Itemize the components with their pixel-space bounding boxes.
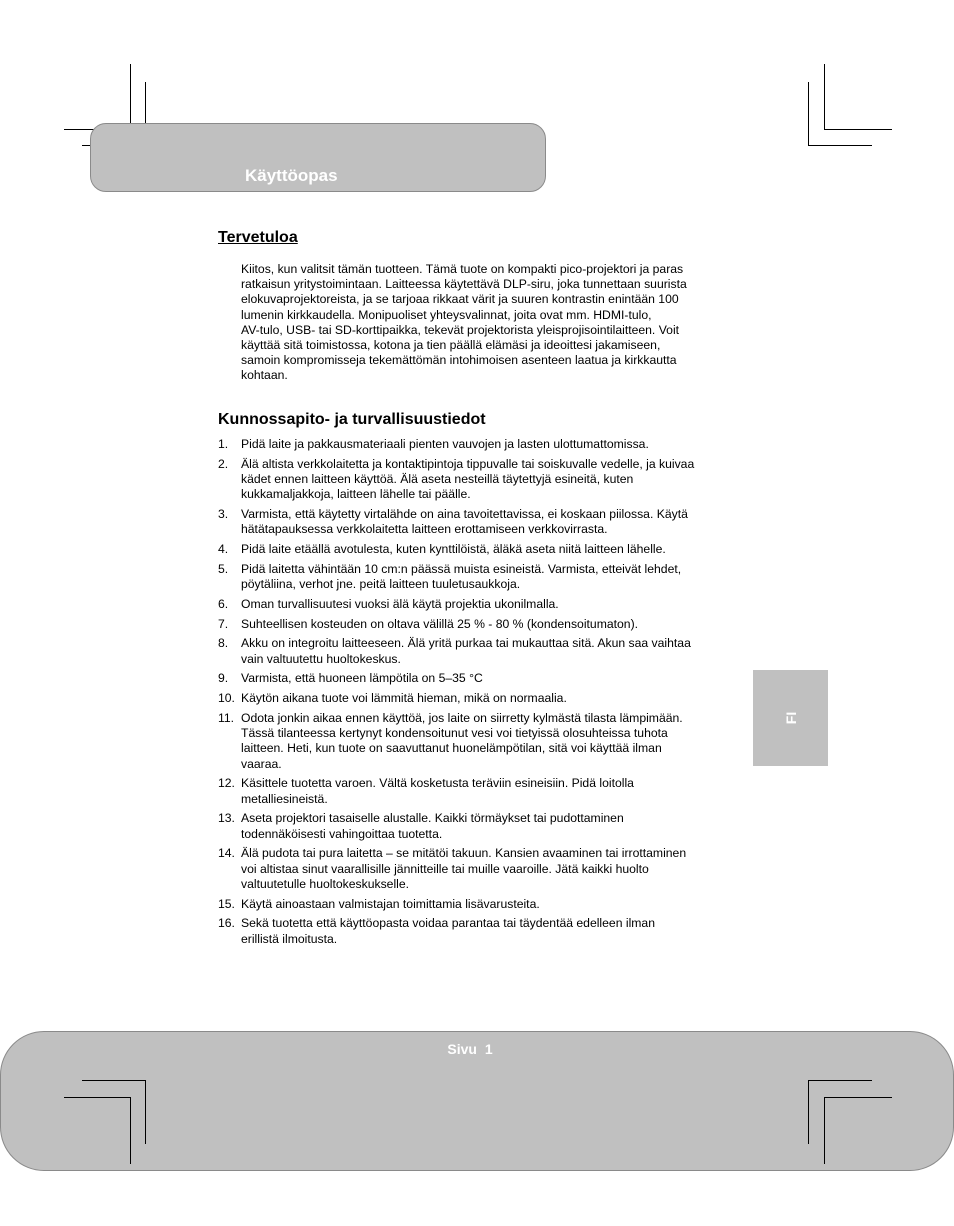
crop-mark [145, 1080, 146, 1144]
crop-mark [64, 1097, 130, 1098]
list-item-number: 16. [218, 916, 235, 931]
welcome-heading: Tervetuloa [218, 229, 298, 246]
list-item-line: Suhteellisen kosteuden on oltava välillä 25 % - 80 % (kondensoitumaton). [241, 616, 639, 631]
crop-mark [82, 1080, 146, 1081]
language-tab-label: FI [782, 711, 799, 725]
list-item-text [241, 916, 655, 946]
list-item [218, 811, 742, 841]
list-item [218, 916, 742, 946]
list-item [218, 671, 742, 686]
crop-mark [824, 64, 825, 130]
list-item-number: 2. [218, 456, 229, 471]
crop-mark [824, 129, 892, 130]
list-item-text [241, 711, 683, 772]
list-item-line: todennäköisesti vahingoittaa tuotetta. [241, 826, 443, 841]
crop-mark [808, 1080, 809, 1144]
paragraph-line: AV-tulo, USB- tai SD-korttipaikka, tekevät projektorista yleisprojisointilaitteen. Voit [241, 322, 680, 337]
list-item-line: pöytäliina, verhot jne. peitä laitteen tuuletusaukkoja. [241, 577, 521, 591]
list-item [218, 691, 742, 706]
list-item [218, 542, 742, 557]
list-item [218, 437, 742, 452]
list-item-number: 5. [218, 561, 229, 576]
list-item-text [241, 507, 688, 537]
list-item-number: 12. [218, 776, 235, 791]
list-item-line: Oman turvallisuutesi vuoksi älä käytä projektia ukonilmalla. [241, 596, 559, 611]
list-item-line: Varmista, että käytetty virtalähde on aina tavoitettavissa, ei koskaan piilossa. Käytä [241, 507, 688, 521]
paragraph-line: Kiitos, kun valitsit tämän tuotteen. Tämä tuote on kompakti pico-projektori ja paras [241, 262, 684, 276]
list-item-text [241, 897, 540, 912]
list-item-text [241, 597, 559, 612]
list-item-line: vain valtuutettu huoltokeskus. [241, 651, 401, 666]
list-item-number: 8. [218, 636, 229, 651]
list-item-line: erillistä ilmoitusta. [241, 931, 338, 946]
list-item-line: Akku on integroitu laitteeseen. Älä yritä purkaa tai mukauttaa sitä. Akun saa vaihtaa [241, 636, 691, 651]
list-item-number: 4. [218, 542, 229, 556]
crop-mark [824, 1097, 892, 1098]
list-item [218, 617, 742, 632]
crop-mark [808, 145, 872, 146]
list-item-line: Pidä laitetta vähintään 10 cm:n päässä muista esineistä. Varmista, etteivät lehdet, [241, 561, 682, 576]
list-item [218, 776, 742, 806]
page-number: Sivu 1 [447, 1041, 493, 1057]
list-item-number: 13. [218, 811, 235, 826]
list-item-number: 11. [218, 710, 235, 725]
list-item-line: Käytä ainoastaan valmistajan toimittamia lisävarusteita. [241, 896, 540, 911]
list-item-line: Varmista, että huoneen lämpötila on 5–35 °C [241, 671, 483, 686]
crop-mark [130, 1097, 131, 1164]
list-item-line: Käsittele tuotetta varoen. Vältä kosketusta teräviin esineisiin. Pidä loitolla [241, 776, 634, 791]
list-item-line: valtuutetulle huoltokeskukselle. [241, 876, 410, 891]
paragraph-line: käyttää sitä toimistossa, kotona ja tien päällä elämäsi ja ideoittesi jakamiseen, [241, 338, 661, 353]
list-item [218, 636, 742, 666]
header-title: Käyttöopas [245, 166, 338, 185]
list-item-text [241, 437, 649, 452]
list-item-text [241, 811, 624, 841]
list-item-line: Aseta projektori tasaiselle alustalle. Kaikki törmäykset tai pudottaminen [241, 811, 624, 826]
list-item-line: Odota jonkin aikaa ennen käyttöä, jos laite on siirretty kylmästä tilasta lämpimään. [241, 710, 683, 725]
list-item-line: vaaraa. [241, 756, 282, 771]
crop-mark [808, 1080, 872, 1081]
list-item-line: kukkamaljakkoja, laitteen lähelle tai päälle. [241, 487, 471, 502]
crop-mark [808, 82, 809, 146]
language-tab [753, 670, 828, 766]
list-item [218, 507, 742, 537]
paragraph-line: lumenin kirkkaudella. Monipuoliset yhteysvalinnat, joita ovat mm. HDMI-tulo, [241, 307, 652, 322]
list-item-line: metalliesineistä. [241, 791, 328, 806]
list-item-text [241, 671, 483, 686]
paragraph-line: samoin kompromisseja tekemättömän intohimoisen asenteen laatua ja kirkkautta [241, 353, 677, 368]
paragraph-line: kohtaan. [241, 368, 288, 383]
list-item-text [241, 457, 694, 503]
crop-mark [824, 1097, 825, 1164]
list-item-number: 9. [218, 671, 229, 686]
list-item-number: 10. [218, 691, 235, 706]
safety-list [218, 437, 742, 951]
list-item [218, 457, 742, 503]
list-item-line: Sekä tuotetta että käyttöopasta voidaa parantaa tai täydentää edelleen ilman [241, 916, 655, 931]
list-item-text [241, 846, 686, 892]
paragraph-line: ratkaisun yritystoimintaan. Laitteessa käytettävä DLP-siru, joka tunnettaan suurista [241, 277, 687, 292]
list-item-line: laitteen. Heti, kun tuote on saavuttanut huonelämpötilan, sitä voi käyttää ilman [241, 741, 662, 756]
list-item-number: 7. [218, 616, 229, 631]
list-item [218, 562, 742, 592]
list-item [218, 597, 742, 612]
list-item-text [241, 617, 638, 632]
list-item-line: kädet ennen laitteen käyttöä. Älä aseta nesteillä täytettyjä esineitä, kuten [241, 472, 634, 486]
safety-heading: Kunnossapito- ja turvallisuustiedot [218, 411, 486, 428]
list-item-line: Älä altista verkkolaitetta ja kontaktipintoja tippuvalle tai soiskuvalle vedelle, ja kuivaa [241, 456, 695, 471]
list-item-line: Käytön aikana tuote voi lämmitä hieman, mikä on normaalia. [241, 691, 567, 706]
list-item-number: 1. [218, 437, 229, 451]
list-item-line: Tässä tilanteessa kertynyt kondensoitunut vesi voi tietyissä olosuhteissa tuhota [241, 726, 668, 741]
list-item [218, 846, 742, 892]
list-item-number: 14. [218, 846, 235, 861]
welcome-paragraph [241, 262, 741, 384]
list-item-line: Pidä laite etäällä avotulesta, kuten kynttilöistä, äläkä aseta niitä laitteen lähelle. [241, 542, 666, 556]
list-item-text [241, 776, 634, 806]
list-item [218, 897, 742, 912]
list-item-line: hätätapauksessa verkkolaitetta laitteen erottamiseen verkkovirrasta. [241, 522, 608, 537]
list-item-number: 3. [218, 507, 229, 521]
list-item-line: Älä pudota tai pura laitetta – se mitätöi takuun. Kansien avaaminen tai irrottaminen [241, 846, 687, 861]
list-item-number: 15. [218, 896, 235, 911]
list-item-text [241, 562, 681, 592]
list-item-text [241, 691, 567, 706]
list-item-line: voi altistaa sinut vaarallisille jännitteille tai muille vaaroille. Jätä kaikki huolto [241, 861, 649, 876]
list-item [218, 711, 742, 772]
list-item-text [241, 542, 666, 557]
list-item-text [241, 636, 691, 666]
paragraph-line: elokuvaprojektoreista, ja se tarjoaa rikkaat värit ja suuren kontrastin enintään 100 [241, 292, 679, 307]
list-item-line: Pidä laite ja pakkausmateriaali pienten vauvojen ja lasten ulottumattomissa. [241, 437, 649, 451]
list-item-number: 6. [218, 596, 229, 611]
